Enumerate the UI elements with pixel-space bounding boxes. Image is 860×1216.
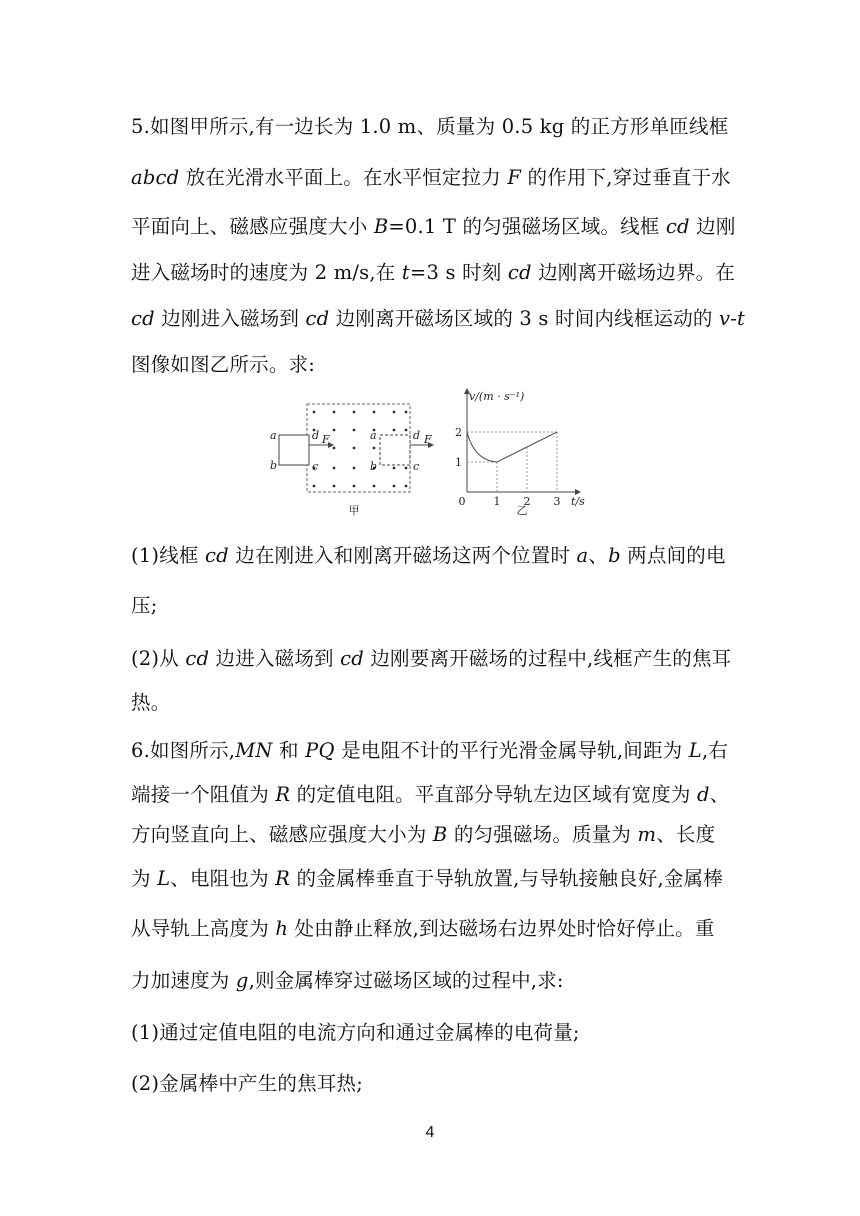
p5-line-1: 5.如图甲所示,有一边长为 1.0 m、质量为 0.5 kg 的正方形单匝线框 [131,115,729,138]
p5-line-6: 图像如图乙所示。求: [131,353,316,376]
p5-q1-line-2: 压; [131,594,158,617]
x-tick-label: 1 [493,495,501,508]
field-dot [373,447,376,450]
p5-line-2: abcd 放在光滑水平面上。在水平恒定拉力 F 的作用下,穿过垂直于水 [131,166,731,189]
x-tick-label: 3 [553,495,561,508]
p5-line-3: 平面向上、磁感应强度大小 B=0.1 T 的匀强磁场区域。线框 cd 边刚 [131,215,736,238]
field-dot [353,411,356,414]
field-dot [373,411,376,414]
p5-q1-line-1: (1)线框 cd 边在刚进入和刚离开磁场这两个位置时 a、b 两点间的电 [131,544,726,567]
caption-right: 乙 [516,504,528,517]
p6-line-6: 力加速度为 g,则金属棒穿过磁场区域的过程中,求: [131,969,564,992]
caption-left: 甲 [348,504,360,517]
label-F-left: F [322,433,330,446]
field-dot [333,485,336,488]
field-dot [313,411,316,414]
field-region [307,404,410,492]
label-b-right: b [370,460,378,473]
graph-origin: 0 [458,495,466,508]
graph-y-label: v/(m · s⁻¹) [469,390,525,403]
field-dot [333,447,336,450]
label-c-left: c [312,460,319,473]
y-tick-label: 1 [455,456,462,469]
label-d-right: d [413,429,421,442]
field-dot [353,467,356,470]
field-dot [405,411,408,414]
field-dot [393,485,396,488]
p6-line-4: 为 L、电阻也为 R 的金属棒垂直于导轨放置,与导轨接触良好,金属棒 [131,867,723,890]
page-number: 4 [425,1124,435,1141]
field-dot [333,429,336,432]
figure-5 [262,384,602,519]
p5-line-5: cd 边刚进入磁场到 cd 边刚离开磁场区域的 3 s 时间内线框运动的 v-t [131,307,746,330]
label-d-left: d [312,429,320,442]
field-dot [405,467,408,470]
p6-line-2: 端接一个阻值为 R 的定值电阻。平直部分导轨左边区域有宽度为 d、 [131,783,730,806]
figure-svg [262,384,602,519]
field-dot [333,411,336,414]
p6-q1: (1)通过定值电阻的电流方向和通过金属棒的电荷量; [131,1021,580,1044]
vt-curve [467,432,557,462]
y-tick-label: 2 [455,426,462,439]
graph-guides [467,432,557,492]
label-c-right: c [413,460,420,473]
p5-q2-line-2: 热。 [131,691,171,714]
p6-line-5: 从导轨上高度为 h 处由静止释放,到达磁场右边界处时恰好停止。重 [131,917,715,940]
label-a-left: a [270,429,277,442]
p6-q2: (2)金属棒中产生的焦耳热; [131,1072,363,1095]
p5-q2-line-1: (2)从 cd 边进入磁场到 cd 边刚要离开磁场的过程中,线框产生的焦耳 [131,647,732,670]
field-dot [393,467,396,470]
p6-line-1: 6.如图所示,MN 和 PQ 是电阻不计的平行光滑金属导轨,间距为 L,右 [131,739,729,762]
field-dot [393,411,396,414]
label-a-right: a [370,429,377,442]
field-dot [405,485,408,488]
field-dot [373,485,376,488]
p5-line-4: 进入磁场时的速度为 2 m/s,在 t=3 s 时刻 cd 边刚离开磁场边界。在 [131,261,736,284]
field-dot [353,485,356,488]
frame-entering [279,435,309,465]
x-tick-label: 2 [523,495,531,508]
label-F-right: F [424,433,432,446]
field-dots [313,411,408,488]
graph-x-label: t/s [571,495,585,508]
field-dot [405,429,408,432]
frame-leaving [380,435,410,465]
field-dot [353,447,356,450]
field-dot [353,429,356,432]
field-dot [393,429,396,432]
label-b-left: b [270,459,278,472]
field-dot [333,467,336,470]
field-dot [313,485,316,488]
p6-line-3: 方向竖直向上、磁感应强度大小为 B 的匀强磁场。质量为 m、长度 [131,823,716,846]
